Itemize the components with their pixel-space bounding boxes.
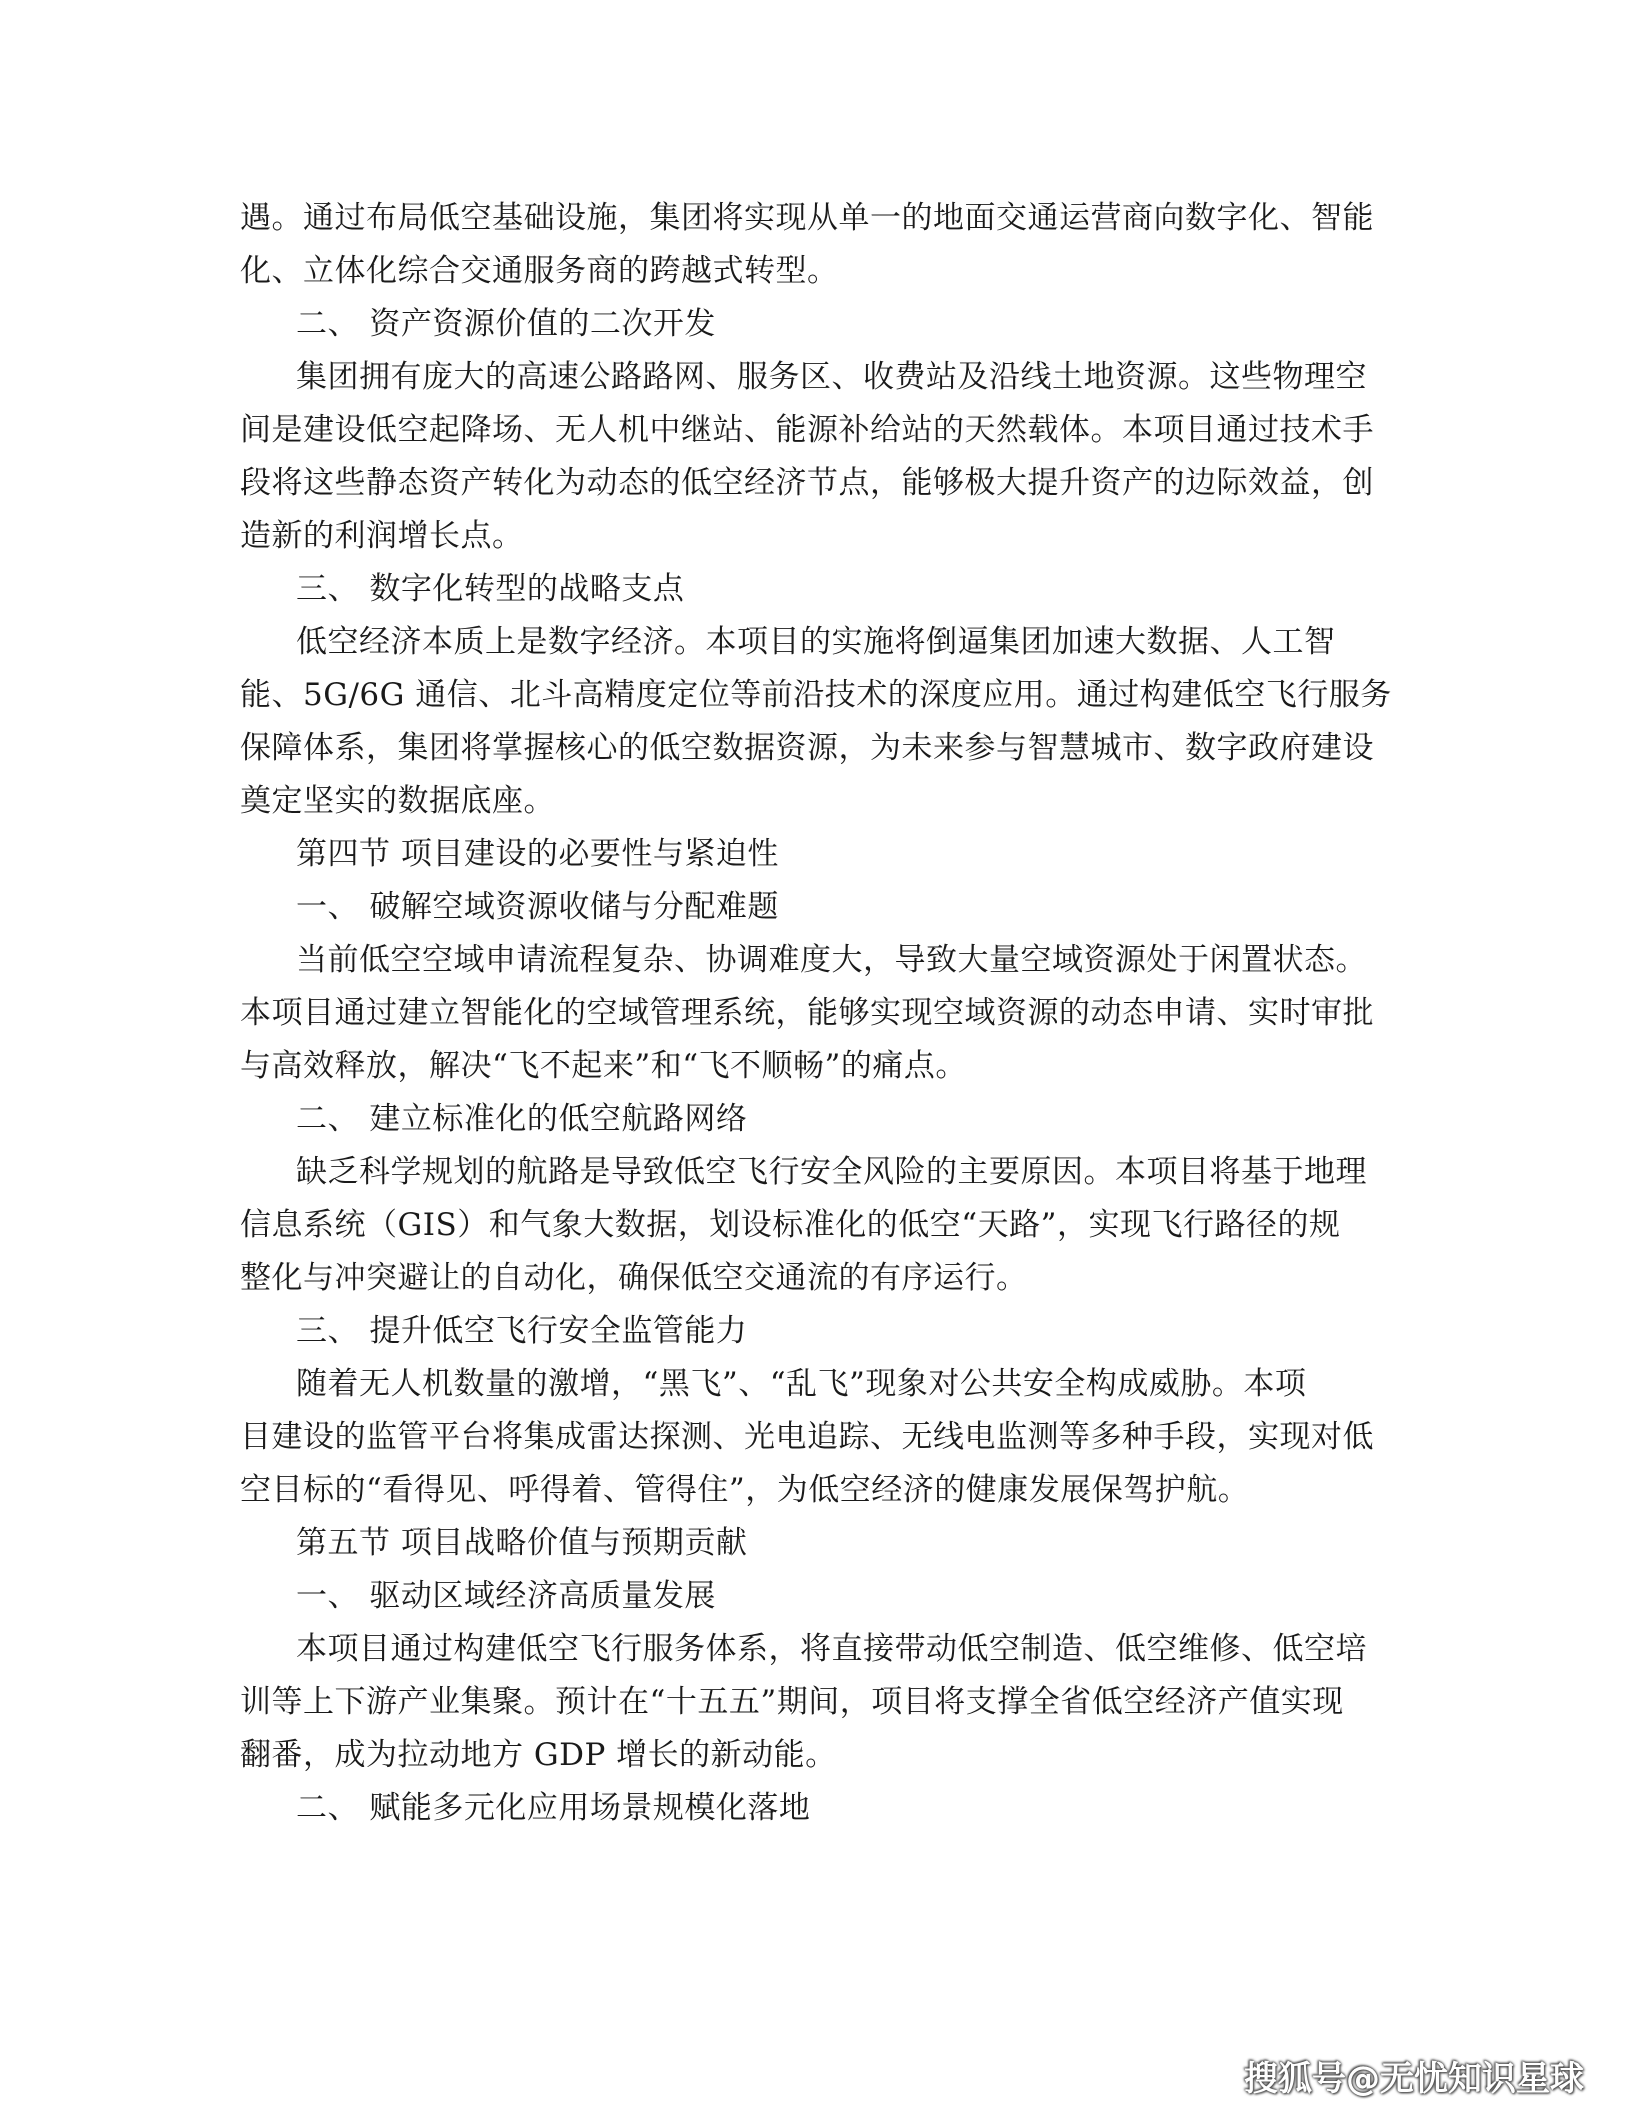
watermark: 搜狐号@无忧知识星球 <box>1244 2059 1584 2099</box>
text-line: 本项目通过建立智能化的空域管理系统，能够实现空域资源的动态申请、实时审批 <box>240 995 1374 1031</box>
text-line: 二、 赋能多元化应用场景规模化落地 <box>296 1790 811 1826</box>
text-line: 与高效释放，解决“飞不起来”和“飞不顺畅”的痛点。 <box>240 1048 967 1084</box>
text-line: 一、 驱动区域经济高质量发展 <box>296 1578 716 1614</box>
text-line: 三、 数字化转型的战略支点 <box>296 571 685 607</box>
text-line: 能、5G/6G 通信、北斗高精度定位等前沿技术的深度应用。通过构建低空飞行服务 <box>240 677 1392 713</box>
text-line: 第五节 项目战略价值与预期贡献 <box>296 1525 748 1561</box>
text-line: 遇。通过布局低空基础设施，集团将实现从单一的地面交通运营商向数字化、智能 <box>240 200 1374 236</box>
text-line: 信息系统（GIS）和气象大数据，划设标准化的低空“天路”，实现飞行路径的规 <box>240 1207 1341 1243</box>
text-line: 第四节 项目建设的必要性与紧迫性 <box>296 836 779 872</box>
text-line: 低空经济本质上是数字经济。本项目的实施将倒逼集团加速大数据、人工智 <box>296 624 1336 660</box>
text-line: 间是建设低空起降场、无人机中继站、能源补给站的天然载体。本项目通过技术手 <box>240 412 1374 448</box>
text-line: 目建设的监管平台将集成雷达探测、光电追踪、无线电监测等多种手段，实现对低 <box>240 1419 1374 1455</box>
text-line: 训等上下游产业集聚。预计在“十五五”期间，项目将支撑全省低空经济产值实现 <box>240 1684 1344 1720</box>
text-line: 三、 提升低空飞行安全监管能力 <box>296 1313 748 1349</box>
text-line: 化、立体化综合交通服务商的跨越式转型。 <box>240 253 839 289</box>
text-line: 缺乏科学规划的航路是导致低空飞行安全风险的主要原因。本项目将基于地理 <box>296 1154 1367 1190</box>
text-line: 空目标的“看得见、呼得着、管得住”，为低空经济的健康发展保驾护航。 <box>240 1472 1250 1508</box>
text-line: 二、 资产资源价值的二次开发 <box>296 306 716 342</box>
text-line: 整化与冲突避让的自动化，确保低空交通流的有序运行。 <box>240 1260 1028 1296</box>
text-line: 当前低空空域申请流程复杂、协调难度大，导致大量空域资源处于闲置状态。 <box>296 942 1367 978</box>
text-line: 段将这些静态资产转化为动态的低空经济节点，能够极大提升资产的边际效益，创 <box>240 465 1374 501</box>
text-line: 奠定坚实的数据底座。 <box>240 783 555 819</box>
text-line: 二、 建立标准化的低空航路网络 <box>296 1101 748 1137</box>
text-line: 一、 破解空域资源收储与分配难题 <box>296 889 779 925</box>
text-line: 集团拥有庞大的高速公路路网、服务区、收费站及沿线土地资源。这些物理空 <box>296 359 1367 395</box>
document-body <box>240 192 1392 1835</box>
text-line: 保障体系，集团将掌握核心的低空数据资源，为未来参与智慧城市、数字政府建设 <box>240 730 1374 766</box>
text-line: 随着无人机数量的激增，“黑飞”、“乱飞”现象对公共安全构成威胁。本项 <box>296 1366 1307 1402</box>
text-line: 翻番，成为拉动地方 GDP 增长的新动能。 <box>240 1737 837 1773</box>
text-line: 造新的利润增长点。 <box>240 518 524 554</box>
text-line: 本项目通过构建低空飞行服务体系，将直接带动低空制造、低空维修、低空培 <box>296 1631 1367 1667</box>
